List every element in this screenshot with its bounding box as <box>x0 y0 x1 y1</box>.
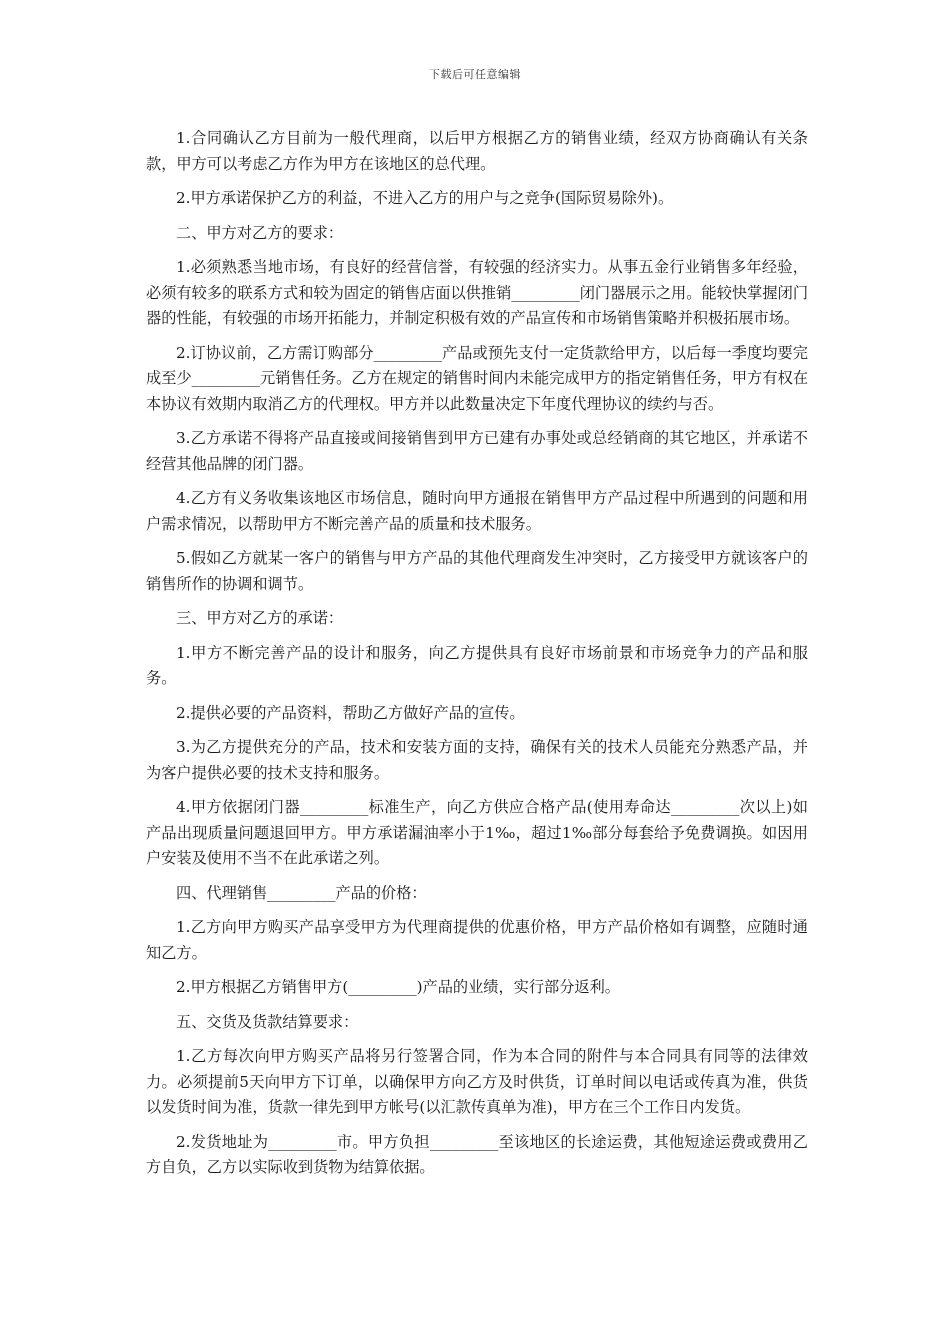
section-heading: 四、代理销售_________产品的价格： <box>176 883 427 902</box>
paragraph: 1.乙方每次向甲方购买产品将另行签署合同，作为本合同的附件与本合同具有同等的法律效力。必须提前5天向甲方下订单，以确保甲方向乙方及时供货，订单时间以电话或传真为准，供货以发货时间为准，货款一律先到甲方帐号(以汇款传真单为准)，甲方在三个工作日内发货。 <box>146 1047 808 1116</box>
section-heading: 五、交货及货款结算要求： <box>176 1012 359 1031</box>
document-body <box>146 126 808 1190</box>
paragraph: 2.甲方承诺保护乙方的利益，不进入乙方的用户与之竞争(国际贸易除外)。 <box>176 189 674 207</box>
paragraph: 1.合同确认乙方目前为一般代理商，以后甲方根据乙方的销售业绩，经双方协商确认有关条款，甲方可以考虑乙方作为甲方在该地区的总代理。 <box>146 129 808 173</box>
paragraph: 5.假如乙方就某一客户的销售与甲方产品的其他代理商发生冲突时，乙方接受甲方就该客户的销售所作的协调和调节。 <box>146 549 808 593</box>
section-heading: 三、甲方对乙方的承诺： <box>176 609 344 627</box>
paragraph: 2.发货地址为_________市。甲方负担_________至该地区的长途运费，其他短途运费或费用乙方自负，乙方以实际收到货物为结算依据。 <box>146 1132 808 1176</box>
paragraph: 2.甲方根据乙方销售甲方(_________)产品的业绩，实行部分返利。 <box>176 978 620 996</box>
paragraph: 1.甲方不断完善产品的设计和服务，向乙方提供具有良好市场前景和市场竞争力的产品和服务。 <box>146 643 808 687</box>
paragraph: 2.订协议前，乙方需订购部分_________产品或预先支付一定货款给甲方，以后每一季度均要完成至少_________元销售任务。乙方在规定的销售时间内未能完成甲方的指定销售任务，甲方有权在本协议有效期内取消乙方的代理权。甲方并以此数量决定下年度代理协议的续约与否。 <box>146 343 808 413</box>
paragraph: 3.为乙方提供充分的产品，技术和安装方面的支持，确保有关的技术人员能充分熟悉产品，并为客户提供必要的技术支持和服务。 <box>146 738 808 782</box>
paragraph: 4.甲方依据闭门器_________标准生产，向乙方供应合格产品(使用寿命达_________次以上)如产品出现质量问题退回甲方。甲方承诺漏油率小于1‰，超过1‰部分每套给予免费调换。如因用户安装及使用不当不在此承诺之列。 <box>146 798 808 867</box>
paragraph: 1.必须熟悉当地市场，有良好的经营信誉，有较强的经济实力。从事五金行业销售多年经验，必须有较多的联系方式和较为固定的销售店面以供推销_________闭门器展示之用。能较快掌握闭门器的性能，有较强的市场开拓能力，并制定积极有效的产品宣传和市场销售策略并积极拓展市场。 <box>146 258 808 327</box>
paragraph: 4.乙方有义务收集该地区市场信息，随时向甲方通报在销售甲方产品过程中所遇到的问题和用户需求情况，以帮助甲方不断完善产品的质量和技术服务。 <box>146 489 808 533</box>
header-note: 下载后可任意编辑 <box>429 68 521 81</box>
section-heading: 二、甲方对乙方的要求： <box>176 223 344 242</box>
paragraph: 1.乙方向甲方购买产品享受甲方为代理商提供的优惠价格，甲方产品价格如有调整，应随时通知乙方。 <box>146 918 808 962</box>
paragraph: 3.乙方承诺不得将产品直接或间接销售到甲方已建有办事处或总经销商的其它地区，并承诺不经营其他品牌的闭门器。 <box>146 429 808 473</box>
paragraph: 2.提供必要的产品资料，帮助乙方做好产品的宣传。 <box>176 703 525 722</box>
